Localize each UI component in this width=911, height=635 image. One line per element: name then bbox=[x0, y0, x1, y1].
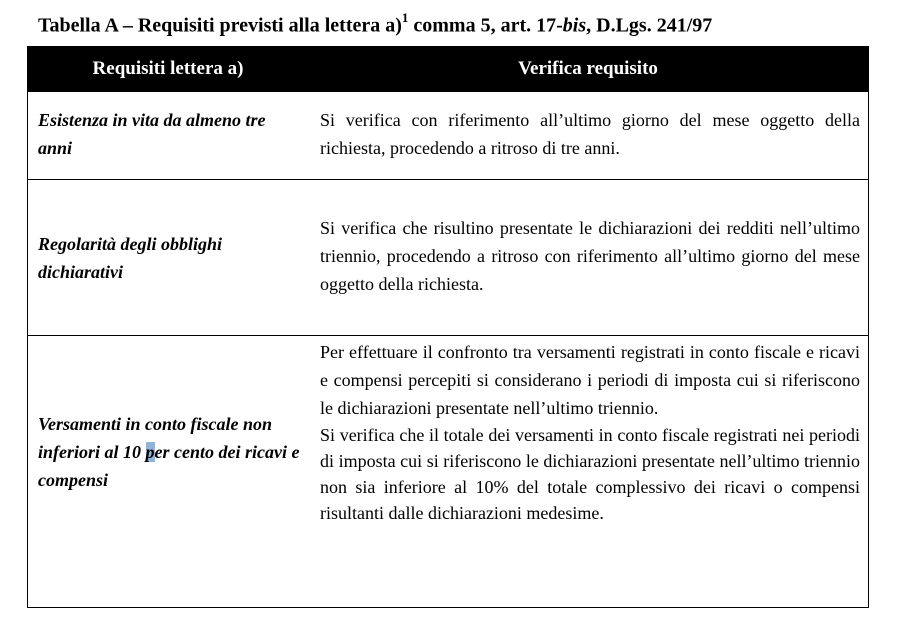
requirement-cell: Esistenza in vita da almeno tre anni bbox=[38, 110, 266, 158]
title-text-mid: comma 5, art. 17- bbox=[408, 14, 563, 37]
header-verification: Verifica requisito bbox=[518, 58, 658, 79]
table-row bbox=[28, 91, 868, 179]
verification-paragraph: Si verifica con riferimento all’ultimo giorno del mese oggetto della richiesta, procedendo a ritroso di tre anni. bbox=[320, 110, 860, 158]
verification-cell bbox=[320, 338, 860, 526]
title-text-end: , D.Lgs. 241/97 bbox=[586, 14, 713, 37]
requirement-cell: Regolarità degli obblighi dichiarativi bbox=[38, 234, 223, 282]
verification-paragraph: Per effettuare il confronto tra versamenti registrati in conto fiscale e ricavi e compensi percepiti si considerano i periodi di imposta cui si riferiscono le dichiarazioni presentate nell’ultimo triennio. bbox=[320, 342, 860, 418]
title-text-italic: bis bbox=[562, 14, 587, 37]
verification-cell bbox=[320, 214, 860, 298]
requirement-text-end: er cento dei ricavi e compensi bbox=[38, 442, 300, 490]
requirement-text-start: Versamenti in conto fiscale non inferiori al 10 bbox=[38, 414, 273, 462]
verification-paragraph: Si verifica che il totale dei versamenti in conto fiscale registrati nei periodi di imposta cui si riferiscono le dichiarazioni presentate nell’ultimo triennio non sia inferiore al 10% del totale complessivo dei ricavi o compensi risultanti dalle dichiarazioni medesime. bbox=[320, 425, 860, 523]
requirements-table bbox=[27, 46, 869, 608]
text-selection-highlight[interactable]: p bbox=[145, 442, 155, 462]
table-title bbox=[38, 12, 712, 38]
title-text-start: Tabella A – Requisiti previsti alla lettera a) bbox=[38, 14, 402, 37]
table-row bbox=[28, 335, 868, 609]
footnote-marker[interactable]: 1 bbox=[401, 10, 409, 25]
requirement-cell bbox=[38, 410, 300, 494]
verification-cell bbox=[320, 106, 860, 162]
table-row bbox=[28, 179, 868, 335]
verification-paragraph: Si verifica che risultino presentate le dichiarazioni dei redditi nell’ultimo triennio, procedendo a ritroso con riferimento all’ultimo giorno del mese oggetto della richiesta. bbox=[320, 218, 860, 294]
table-header bbox=[28, 47, 868, 91]
header-requirements: Requisiti lettera a) bbox=[92, 58, 244, 79]
